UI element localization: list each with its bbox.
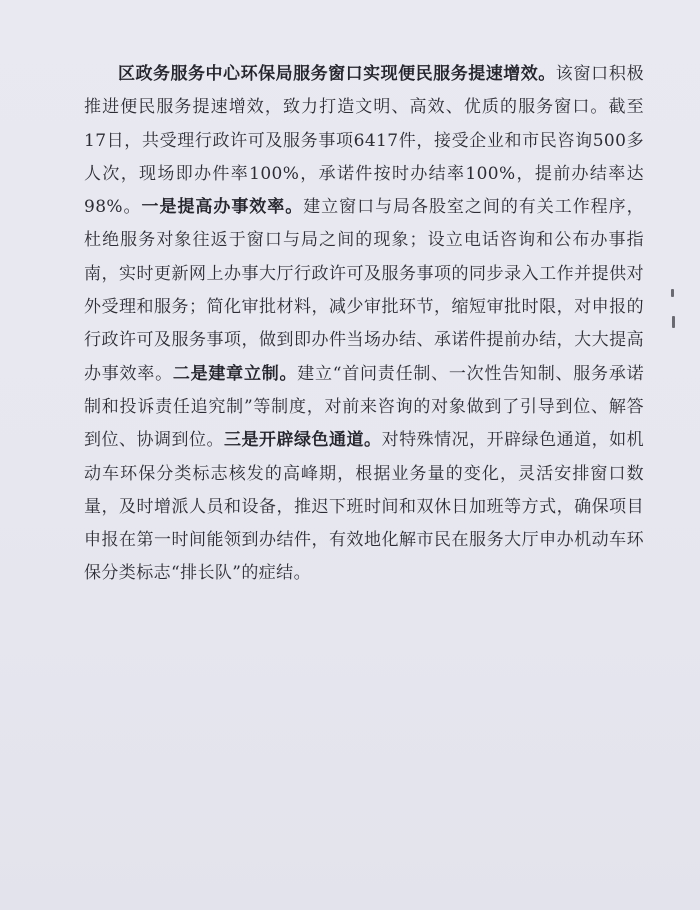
paragraph-text: 建立窗口与局各股室之间的有关工作程序，杜绝服务对象往返于窗口与局之间的现象；设立电话咨询和公布办事指南，实时更新网上办事大厅行政许可及服务事项的同步录入工作并提供对外受理和服务；简化审批材料，减少审批环节，缩短审批时限，对申报的行政许可及服务事项，做到即办件当场办结、承诺件提前办结，大大提高办事效率。 bbox=[84, 197, 644, 384]
scan-speck bbox=[671, 289, 674, 297]
paragraph-text: 该窗口积极推进便民服务提速增效，致力打造文明、高效、优质的服务窗口。截至17日，共受理行政许可及服务事项6417件，接受企业和市民咨询500多人次，现场即办件率100%，承诺件按时办结率100%，提前办结率达98%。 bbox=[84, 64, 645, 218]
paragraph-text: 对特殊情况，开辟绿色通道，如机动车环保分类标志核发的高峰期，根据业务量的变化，灵活安排窗口数量，及时增派人员和设备，推迟下班时间和双休日加班等方式，确保项目申报在第一时间能领到办结件，有效地化解市民在服务大厅申办机动车环保分类标志“排长队”的症结。 bbox=[84, 430, 645, 584]
body-paragraph bbox=[84, 58, 644, 591]
paragraph-text: 建立“首问责任制、一次性告知制、服务承诺制和投诉责任追究制”等制度，对前来咨询的对象做到了引导到位、解答到位、协调到位。 bbox=[84, 363, 644, 451]
point-heading-efficiency: 一是提高办事效率。 bbox=[141, 197, 304, 218]
point-heading-green-channel: 三是开辟绿色通道。 bbox=[224, 430, 382, 451]
point-heading-rules: 二是建章立制。 bbox=[172, 363, 298, 384]
paragraph-heading: 区政务服务中心环保局服务窗口实现便民服务提速增效。 bbox=[118, 64, 556, 84]
scan-speck bbox=[672, 316, 675, 328]
